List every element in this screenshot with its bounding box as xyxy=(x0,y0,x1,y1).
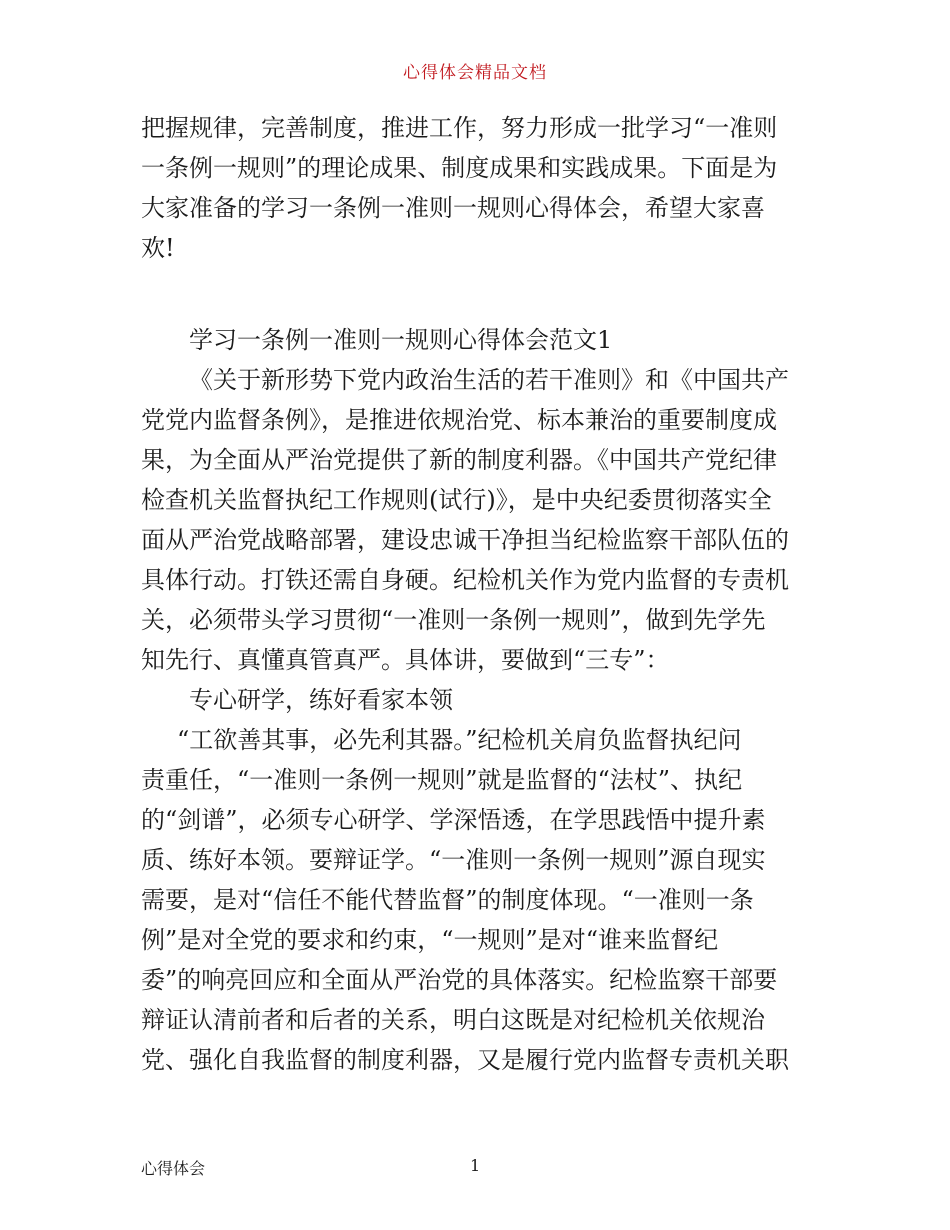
paragraph-line: 面从严治党战略部署，建设忠诚干净担当纪检监察干部队伍的 xyxy=(141,526,789,554)
intro-line: 一条例一规则”的理论成果、制度成果和实践成果。下面是为 xyxy=(141,154,778,182)
paragraph-line: 质、练好本领。要辩证学。“一准则一条例一规则”源自现实 xyxy=(141,846,766,874)
paragraph-line: 检查机关监督执纪工作规则(试行)》，是中央纪委贯彻落实全 xyxy=(141,486,772,514)
paragraph-line: 辩证认清前者和后者的关系，明白这既是对纪检机关依规治 xyxy=(141,1006,765,1034)
paragraph-line: 具体行动。打铁还需自身硬。纪检机关作为党内监督的专责机 xyxy=(141,566,789,594)
paragraph-line: 《关于新形势下党内政治生活的若干准则》和《中国共产 xyxy=(189,366,789,394)
footer-label: 心得体会 xyxy=(141,1159,206,1178)
paragraph-line: 例”是对全党的要求和约束，“一规则”是对“谁来监督纪 xyxy=(141,926,719,954)
page-number: 1 xyxy=(470,1156,481,1175)
paragraph-line: 党、强化自我监督的制度利器，又是履行党内监督专责机关职 xyxy=(141,1046,789,1074)
intro-line: 把握规律，完善制度，推进工作，努力形成一批学习“一准则 xyxy=(141,114,778,142)
paragraph-line: 果，为全面从严治党提供了新的制度利器。《中国共产党纪律 xyxy=(141,446,777,474)
intro-line: 欢! xyxy=(141,234,175,262)
intro-line: 大家准备的学习一条例一准则一规则心得体会，希望大家喜 xyxy=(141,194,765,222)
paragraph-line: 党党内监督条例》，是推进依规治党、标本兼治的重要制度成 xyxy=(141,406,777,434)
document-body xyxy=(141,108,813,1080)
paragraph-line: 需要，是对“信任不能代替监督”的制度体现。“一准则一条 xyxy=(141,886,754,914)
section-spacer xyxy=(141,268,813,320)
section-title: 学习一条例一准则一规则心得体会范文1 xyxy=(189,326,613,354)
paragraph-line: 委”的响亮回应和全面从严治党的具体落实。纪检监察干部要 xyxy=(141,966,778,994)
paragraph-line: 责重任，“一准则一条例一规则”就是监督的“法杖”、执纪 xyxy=(141,766,743,794)
subheading: 专心研学，练好看家本领 xyxy=(189,686,453,714)
paragraph-line: “工欲善其事，必先利其器。”纪检机关肩负监督执纪问 xyxy=(177,726,742,754)
paragraph-line: 的“剑谱”，必须专心研学、学深悟透，在学思践悟中提升素 xyxy=(141,806,766,834)
paragraph-line: 关，必须带头学习贯彻“一准则一条例一规则”，做到先学先 xyxy=(141,606,766,634)
page-header: 心得体会精品文档 xyxy=(403,63,547,83)
paragraph-line: 知先行、真懂真管真严。具体讲，要做到“三专”： xyxy=(141,646,670,674)
